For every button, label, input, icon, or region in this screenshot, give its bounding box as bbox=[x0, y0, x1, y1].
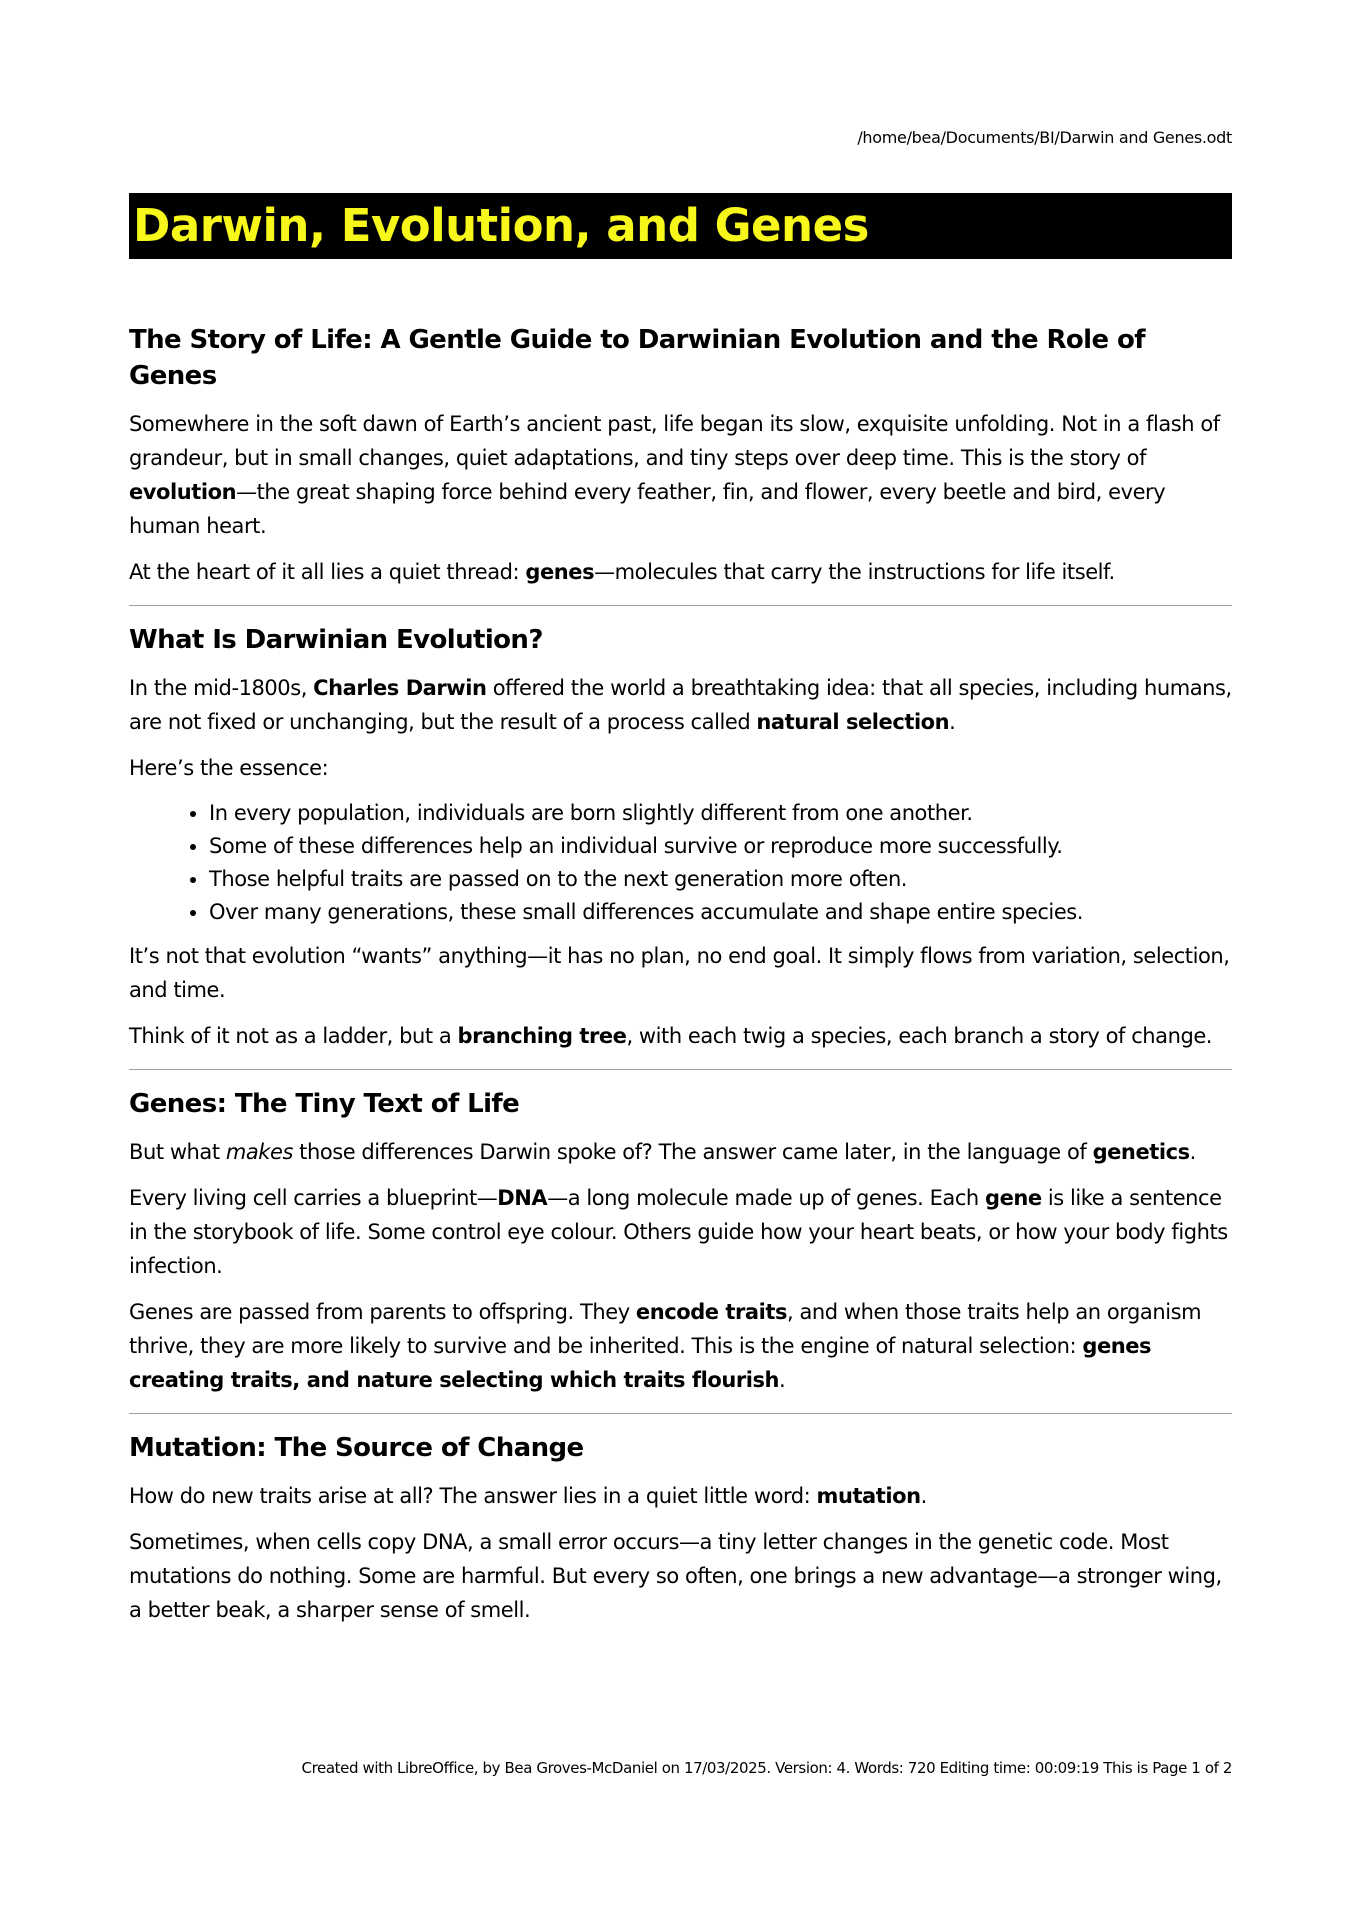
intro-paragraph-2: At the heart of it all lies a quiet thread: genes—molecules that carry the instructions for life itself. bbox=[129, 560, 1115, 584]
document-title: Darwin, Evolution, and Genes bbox=[133, 199, 869, 252]
list-item: • Those helpful traits are passed on to the next generation more often. bbox=[209, 863, 1232, 896]
genes-paragraph-1: But what makes those differences Darwin spoke of? The answer came later, in the language of genetics. bbox=[129, 1140, 1196, 1164]
section-divider bbox=[129, 605, 1232, 606]
section-divider bbox=[129, 1413, 1232, 1414]
intro-heading: The Story of Life: A Gentle Guide to Darwinian Evolution and the Role of Genes bbox=[129, 325, 1145, 391]
mutation-heading: Mutation: The Source of Change bbox=[129, 1433, 584, 1463]
title-banner bbox=[129, 193, 1232, 259]
darwinian-paragraph-2: Here’s the essence: bbox=[129, 756, 329, 780]
list-item: • Some of these differences help an individual survive or reproduce more successfully. bbox=[209, 830, 1232, 863]
essence-bullet-list bbox=[129, 797, 1232, 929]
page-footer: Created with LibreOffice, by Bea Groves-McDaniel on 17/03/2025. Version: 4. Words: 720 Editing time: 00:09:19 This is Page 1 of 2 bbox=[301, 1759, 1232, 1777]
list-item: • In every population, individuals are born slightly different from one another. bbox=[209, 797, 1232, 830]
genes-heading: Genes: The Tiny Text of Life bbox=[129, 1089, 520, 1119]
darwinian-paragraph-3: It’s not that evolution “wants” anything—it has no plan, no end goal. It simply flows from variation, selection, and time. bbox=[129, 944, 1230, 1002]
header-filepath: /home/bea/Documents/BI/Darwin and Genes.odt bbox=[857, 128, 1232, 147]
document-body bbox=[129, 322, 1232, 1639]
list-item: • Over many generations, these small differences accumulate and shape entire species. bbox=[209, 896, 1232, 929]
intro-paragraph-1: Somewhere in the soft dawn of Earth’s ancient past, life began its slow, exquisite unfolding. Not in a flash of grandeur, but in small changes, quiet adaptations, and tiny steps over deep time. This is the story of evolution—the great shaping force behind every feather, fin, and flower, every beetle and bird, every human heart. bbox=[129, 412, 1220, 538]
darwinian-heading: What Is Darwinian Evolution? bbox=[129, 625, 543, 655]
section-divider bbox=[129, 1069, 1232, 1070]
genes-paragraph-2: Every living cell carries a blueprint—DNA—a long molecule made up of genes. Each gene is like a sentence in the storybook of life. Some control eye colour. Others guide how your heart beats, or how your body fights infection. bbox=[129, 1186, 1228, 1278]
genes-paragraph-3: Genes are passed from parents to offspring. They encode traits, and when those traits help an organism thrive, they are more likely to survive and be inherited. This is the engine of natural selection: genes creating traits, and nature selecting which traits flourish. bbox=[129, 1300, 1202, 1392]
mutation-paragraph-1: How do new traits arise at all? The answer lies in a quiet little word: mutation. bbox=[129, 1484, 927, 1508]
mutation-paragraph-2: Sometimes, when cells copy DNA, a small error occurs—a tiny letter changes in the genetic code. Most mutations do nothing. Some are harmful. But every so often, one brings a new advantage—a stronger wing, a better beak, a sharper sense of smell. bbox=[129, 1530, 1222, 1622]
darwinian-paragraph-1: In the mid-1800s, Charles Darwin offered the world a breathtaking idea: that all species, including humans, are not fixed or unchanging, but the result of a process called natural selection. bbox=[129, 676, 1232, 734]
darwinian-paragraph-4: Think of it not as a ladder, but a branching tree, with each twig a species, each branch a story of change. bbox=[129, 1024, 1213, 1048]
